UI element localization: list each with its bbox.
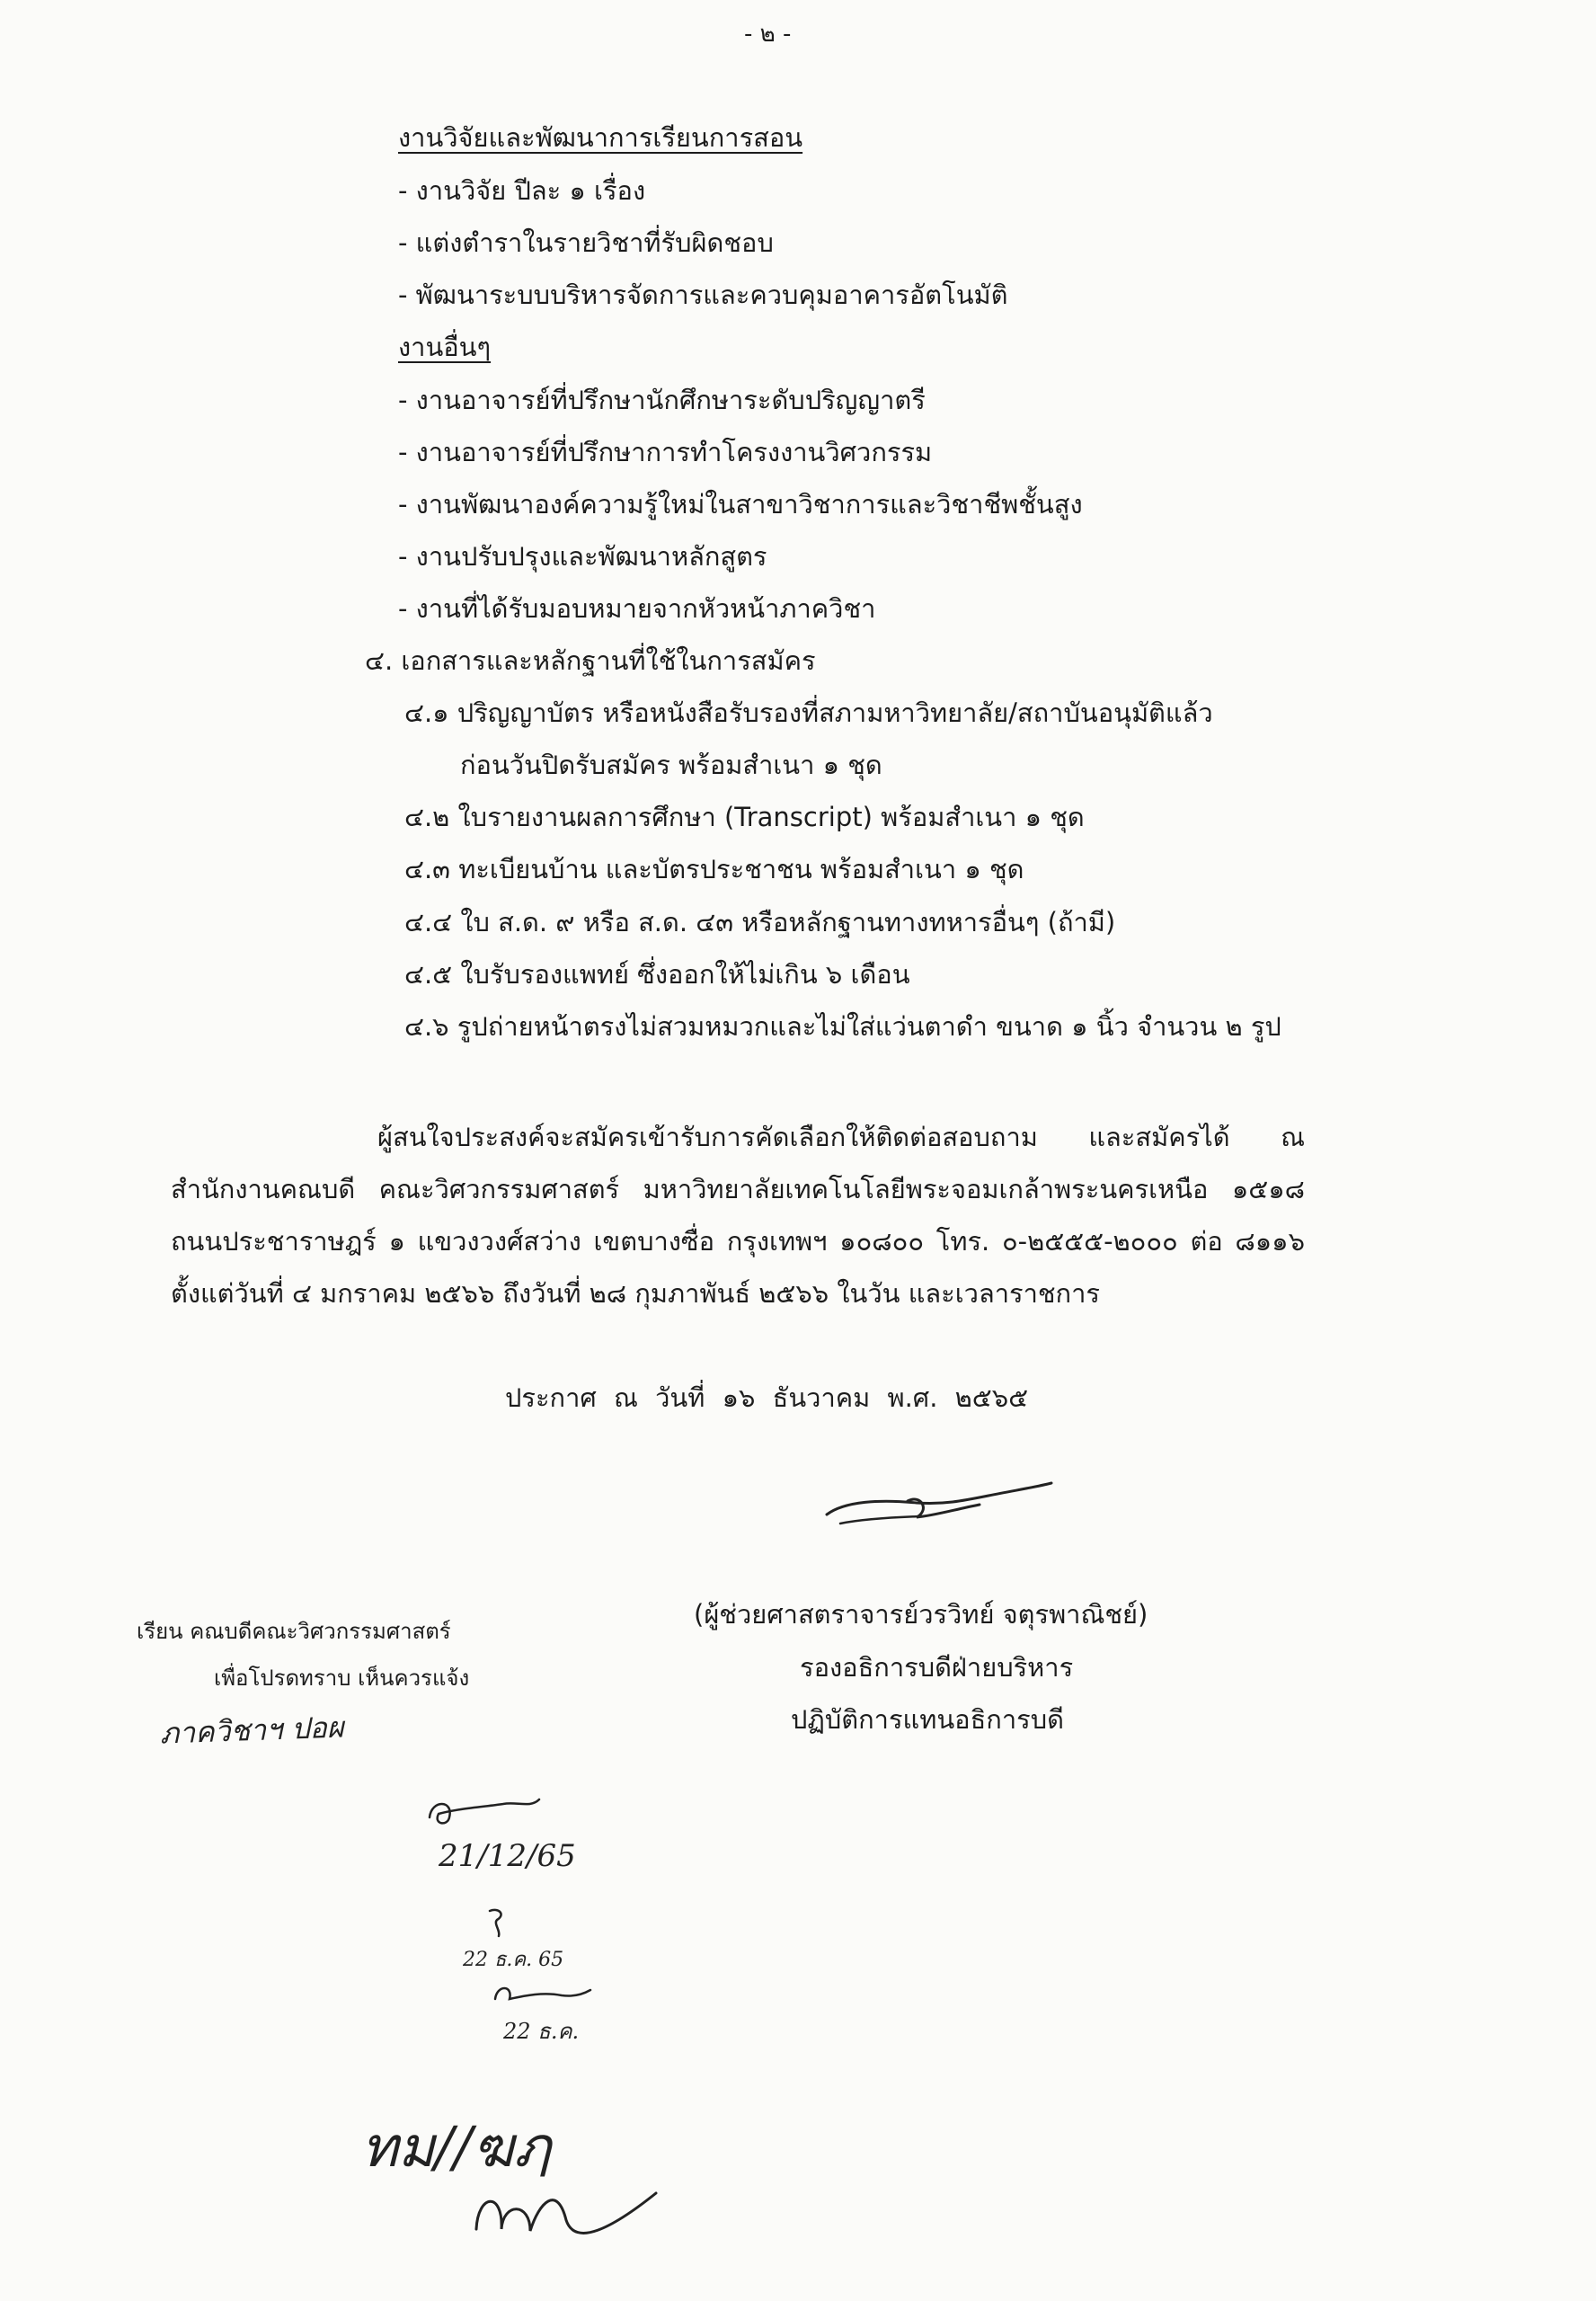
list-item: - พัฒนาระบบบริหารจัดการและควบคุมอาคารอัตโนมัติ: [398, 280, 1008, 310]
handwritten-date: 22 ธ.ค.: [503, 2019, 580, 2044]
list-item: ๔.๕ ใบรับรองแพทย์ ซึ่งออกให้ไม่เกิน ๖ เดือน: [404, 959, 910, 990]
handwritten-mark: ทม//ฆฦ: [361, 2114, 551, 2180]
page-number: - ๒ -: [744, 21, 792, 48]
list-item: ก่อนวันปิดรับสมัคร พร้อมสำเนา ๑ ชุด: [460, 750, 882, 780]
list-item: - งานวิจัย ปีละ ๑ เรื่อง: [398, 175, 646, 206]
list-item: - งานอาจารย์ที่ปรึกษานักศึกษาระดับปริญญาตรี: [398, 385, 926, 415]
signatory-acting: ปฏิบัติการแทนอธิการบดี: [791, 1704, 1064, 1735]
list-item: ๔.๑ ปริญญาบัตร หรือหนังสือรับรองที่สภามหาวิทยาลัย/สถาบันอนุมัติแล้ว: [404, 697, 1213, 728]
list-item: - แต่งตำราในรายวิชาที่รับผิดชอบ: [398, 227, 774, 258]
initials-scribble: [490, 1976, 598, 2012]
signature-scribble: [809, 1474, 1060, 1546]
tick-scribble: [481, 1904, 517, 1940]
contact-paragraph: ผู้สนใจประสงค์จะสมัครเข้ารับการคัดเลือกให้ติดต่อสอบถาม และสมัครได้ ณ สำนักงานคณบดี คณะวิศวกรรมศาสตร์ มหาวิทยาลัยเทคโนโลยีพระจอมเกล้าพระนครเหนือ ๑๕๑๘ ถนนประชาราษฎร์ ๑ แขวงวงศ์สว่าง เขตบางซื่อ กรุงเทพฯ ๑๐๘๐๐ โทร. ๐-๒๕๕๕-๒๐๐๐ ต่อ ๘๑๑๖ ตั้งแต่วันที่ ๔ มกราคม ๒๕๖๖ ถึงวันที่ ๒๘ กุมภาพันธ์ ๒๕๖๖ ในวัน และเวลาราชการ: [171, 1122, 1305, 1309]
signature-scribble: [467, 2175, 665, 2256]
signatory-title: รองอธิการบดีฝ่ายบริหาร: [800, 1652, 1074, 1683]
list-item: - งานปรับปรุงและพัฒนาหลักสูตร: [398, 541, 767, 572]
list-item: ๔.๖ รูปถ่ายหน้าตรงไม่สวมหมวกและไม่ใส่แว่นตาดำ ขนาด ๑ นิ้ว จำนวน ๒ รูป: [404, 1011, 1281, 1042]
announcement-date: ประกาศ ณ วันที่ ๑๖ ธันวาคม พ.ศ. ๒๕๖๕: [505, 1382, 1029, 1413]
section-other-heading: งานอื่นๆ: [398, 332, 492, 362]
handwritten-note: ภาควิชาฯ ปอผ: [159, 1710, 345, 1751]
signatory-name: (ผู้ช่วยศาสตราจารย์วรวิทย์ จตุรพาณิชย์): [694, 1599, 1148, 1630]
list-item: ๔.๔ ใบ ส.ด. ๙ หรือ ส.ด. ๔๓ หรือหลักฐานทางทหารอื่นๆ (ถ้ามี): [404, 907, 1116, 937]
section-documents-heading: ๔. เอกสารและหลักฐานที่ใช้ในการสมัคร: [365, 645, 816, 676]
list-item: ๔.๒ ใบรายงานผลการศึกษา (Transcript) พร้อมสำเนา ๑ ชุด: [404, 802, 1085, 832]
initials-scribble: [422, 1790, 548, 1835]
list-item: ๔.๓ ทะเบียนบ้าน และบัตรประชาชน พร้อมสำเนา ๑ ชุด: [404, 854, 1024, 884]
handwritten-date: 22 ธ.ค. 65: [463, 1949, 564, 1971]
list-item: - งานอาจารย์ที่ปรึกษาการทำโครงงานวิศวกรรม: [398, 437, 933, 467]
list-item: - งานที่ได้รับมอบหมายจากหัวหน้าภาควิชา: [398, 593, 876, 624]
list-item: - งานพัฒนาองค์ความรู้ใหม่ในสาขาวิชาการและวิชาชีพชั้นสูง: [398, 489, 1083, 520]
section-research-heading: งานวิจัยและพัฒนาการเรียนการสอน: [398, 122, 803, 153]
handwritten-date: 21/12/65: [439, 1838, 576, 1874]
memo-to: เรียน คณบดีคณะวิศวกรรมศาสตร์: [137, 1619, 451, 1644]
memo-purpose: เพื่อโปรดทราบ เห็นควรแจ้ง: [214, 1666, 470, 1691]
